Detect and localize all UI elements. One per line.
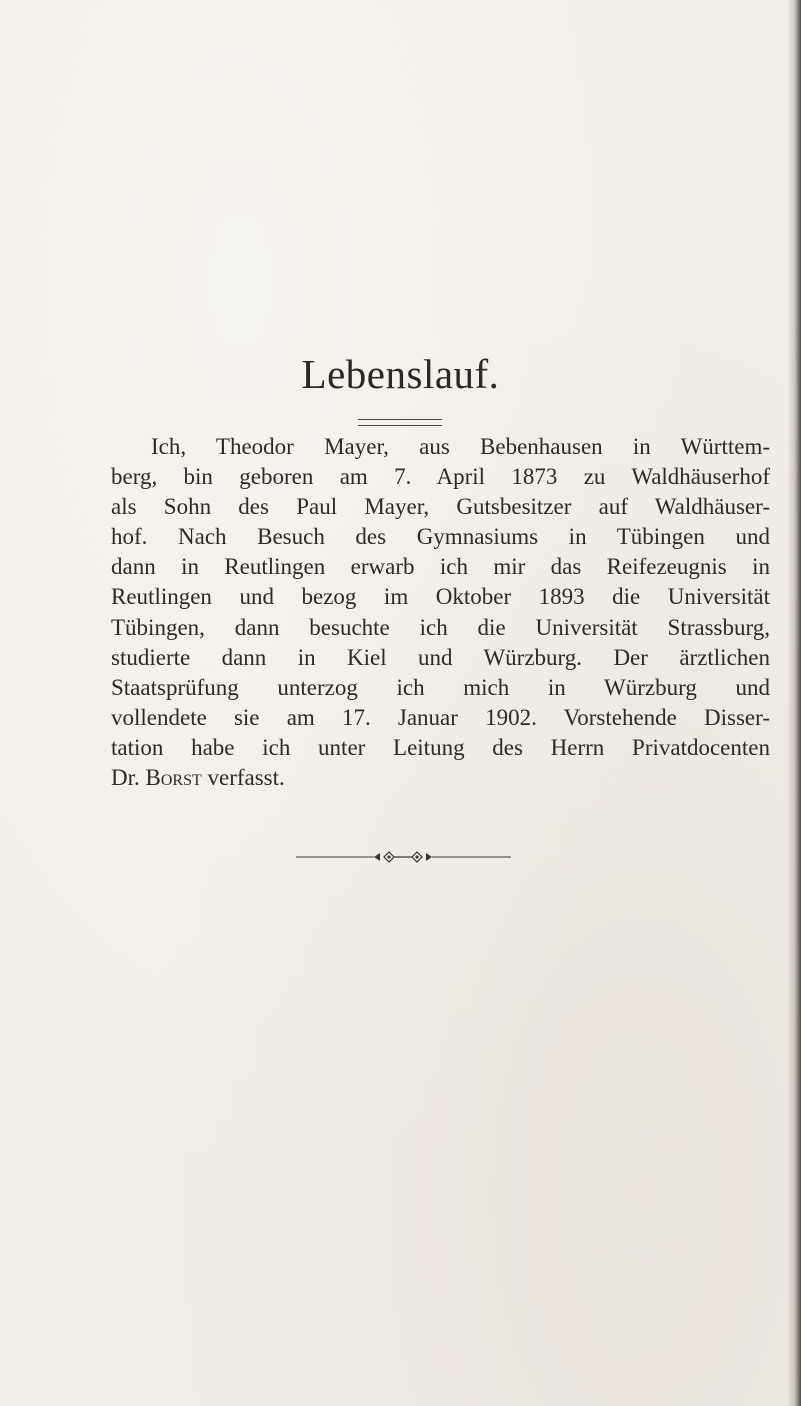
last-line-suffix: verfasst.: [201, 765, 285, 791]
title-double-rule: [358, 419, 442, 426]
paragraph-line: Staatsprüfung unterzog ich mich in Würzburg und: [111, 674, 770, 700]
paragraph-line: als Sohn des Paul Mayer, Gutsbesitzer auf Waldhäuser-: [111, 494, 770, 520]
paragraph-line: Reutlingen und bezog im Oktober 1893 die Universität: [111, 584, 770, 610]
paragraph-line: vollendete sie am 17. Januar 1902. Vorstehende Disser-: [111, 704, 770, 730]
paragraph-last-line: [111, 763, 770, 793]
paragraph-line: studierte dann in Kiel und Würzburg. Der ärztlichen: [111, 644, 770, 670]
paragraph-line: tation habe ich unter Leitung des Herrn Privatdocenten: [111, 734, 770, 760]
biography-paragraph: [111, 432, 770, 793]
paragraph-line: Tübingen, dann besuchte ich die Universität Strassburg,: [111, 614, 770, 640]
author-name-borst: Borst: [145, 765, 202, 791]
paragraph-line: hof. Nach Besuch des Gymnasiums in Tübingen und: [111, 524, 770, 550]
paragraph-line: Ich, Theodor Mayer, aus Bebenhausen in Württem-: [151, 434, 770, 459]
paragraph-line: berg, bin geboren am 7. April 1873 zu Waldhäuserhof: [111, 464, 770, 490]
paragraph-line: dann in Reutlingen erwarb ich mir das Reifezeugnis in: [111, 554, 770, 580]
page-edge-shadow: [787, 0, 801, 1406]
page-title: Lebenslauf.: [301, 351, 500, 397]
last-line-prefix: Dr.: [111, 765, 146, 791]
closing-ornament-icon: [296, 850, 511, 864]
